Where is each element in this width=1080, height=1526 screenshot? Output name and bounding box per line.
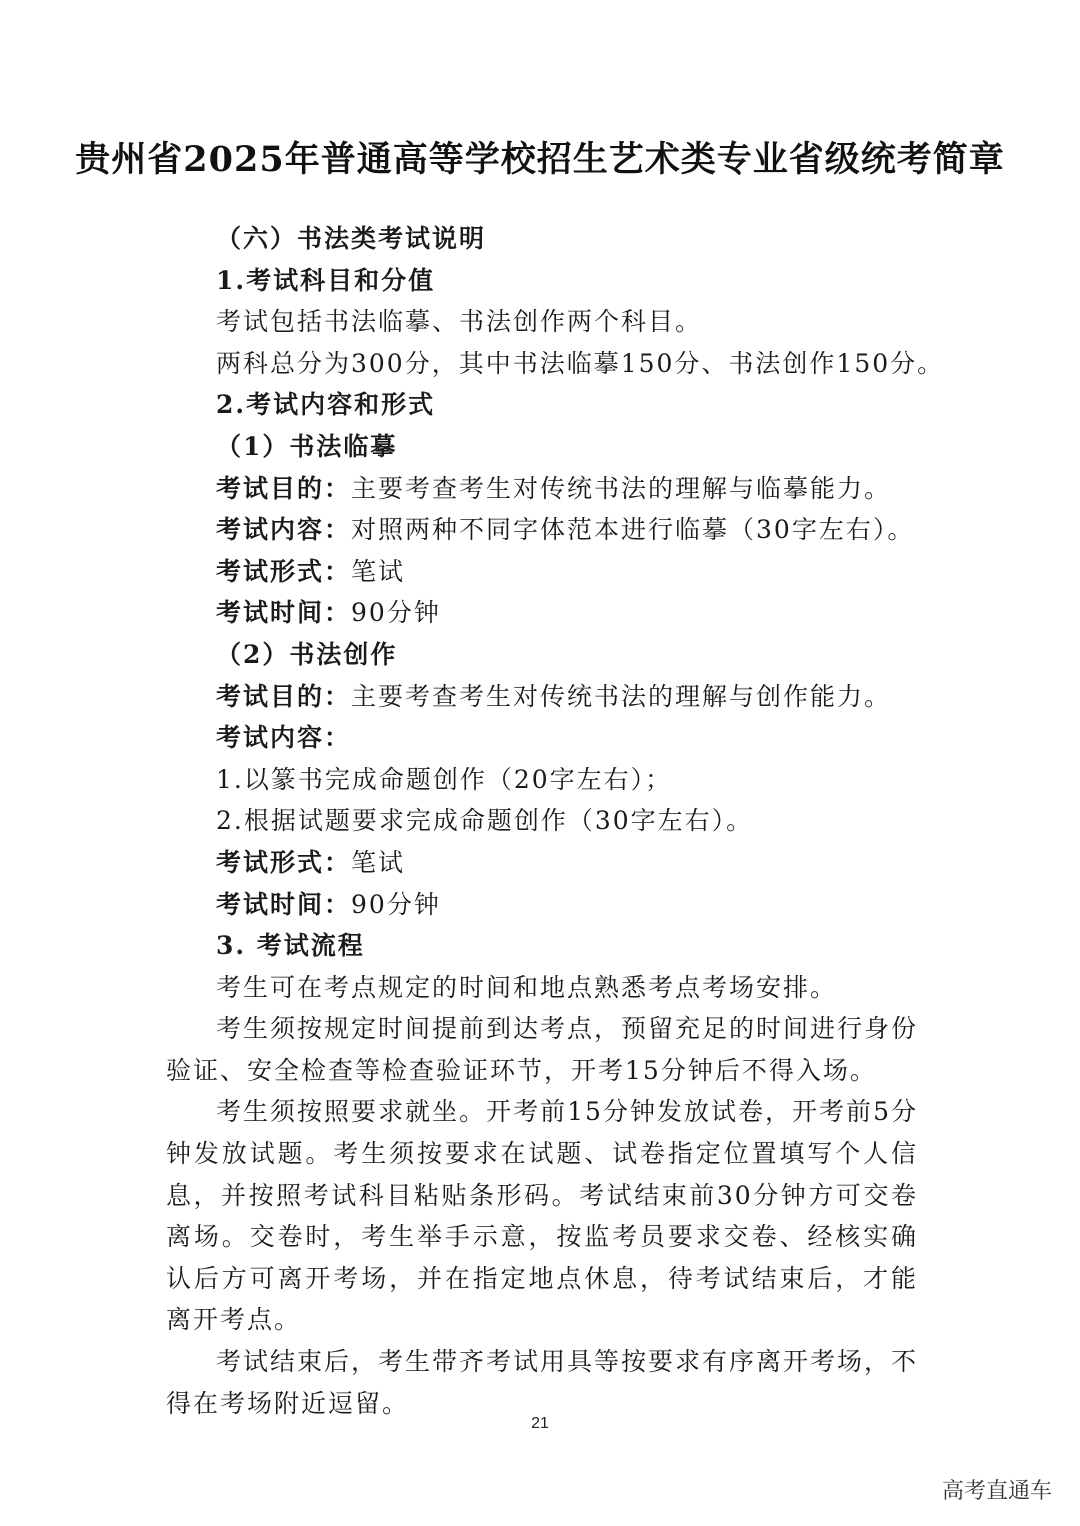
creation-form [166,842,918,884]
copying-form [166,551,918,593]
subjects-text: 考试包括书法临摹、书法创作两个科目。 [216,307,703,337]
process-paragraph-4: 考试结束后，考生带齐考试用具等按要求有序离开考场，不得在考场附近逗留。 [166,1347,919,1418]
label: 考试目的： [216,681,352,711]
watermark: 高考直通车 [941,1479,1052,1504]
copying-content [166,509,918,551]
document-body [166,218,945,1424]
label: 考试内容： [216,723,352,753]
copying-time [166,592,918,634]
label: 考试时间： [216,598,352,628]
value: 90分钟 [351,598,441,628]
value: 笔试 [351,847,406,877]
label: 考试目的： [216,473,352,503]
document-title: 贵州省2025年普通高等学校招生艺术类专业省级统考简章 [75,139,1005,180]
creation-item-1: 1.以篆书完成命题创作（20字左右）； [216,764,673,794]
value: 主要考查考生对传统书法的理解与临摹能力。 [351,473,892,503]
process-paragraph-3: 考生须按照要求就坐。开考前15分钟发放试卷，开考前5分钟发放试题。考生须按要求在试题、试卷指定位置填写个人信息，并按照考试科目粘贴条形码。考试结束前30分钟方可交卷离场。交卷时，考生举手示意，按监考员要求交卷、经核实确认后方可离开考场，并在指定地点休息，待考试结束后，才能离开考点。 [166,1097,918,1335]
subject-score-heading: 1.考试科目和分值 [216,265,436,295]
creation-item-2: 2.根据试题要求完成命题创作（30字左右）。 [216,806,754,836]
creation-content [166,717,918,759]
creation-time [166,884,918,926]
label: 考试内容： [216,515,352,545]
creation-heading: （2）书法创作 [216,639,398,669]
process-paragraph-1: 考生可在考点规定的时间和地点熟悉考点考场安排。 [216,972,838,1002]
page-number: 21 [531,1415,549,1432]
copying-heading: （1）书法临摹 [216,431,398,461]
content-form-heading: 2.考试内容和形式 [216,390,436,420]
value: 对照两种不同字体范本进行临摹（30字左右）。 [351,515,915,545]
creation-purpose [166,676,918,718]
process-heading: 3. 考试流程 [216,931,365,961]
label: 考试形式： [216,556,352,586]
value: 主要考查考生对传统书法的理解与创作能力。 [351,681,892,711]
section-title: （六）书法类考试说明 [216,224,487,253]
label: 考试时间： [216,889,352,919]
value: 90分钟 [351,889,441,919]
value: 笔试 [351,556,406,586]
score-text: 两科总分为300分，其中书法临摹150分、书法创作150分。 [216,348,945,378]
process-paragraph-2: 考生须按规定时间提前到达考点，预留充足的时间进行身份验证、安全检查等检查验证环节，开考15分钟后不得入场。 [166,1014,919,1085]
copying-purpose [166,468,918,510]
label: 考试形式： [216,847,352,877]
